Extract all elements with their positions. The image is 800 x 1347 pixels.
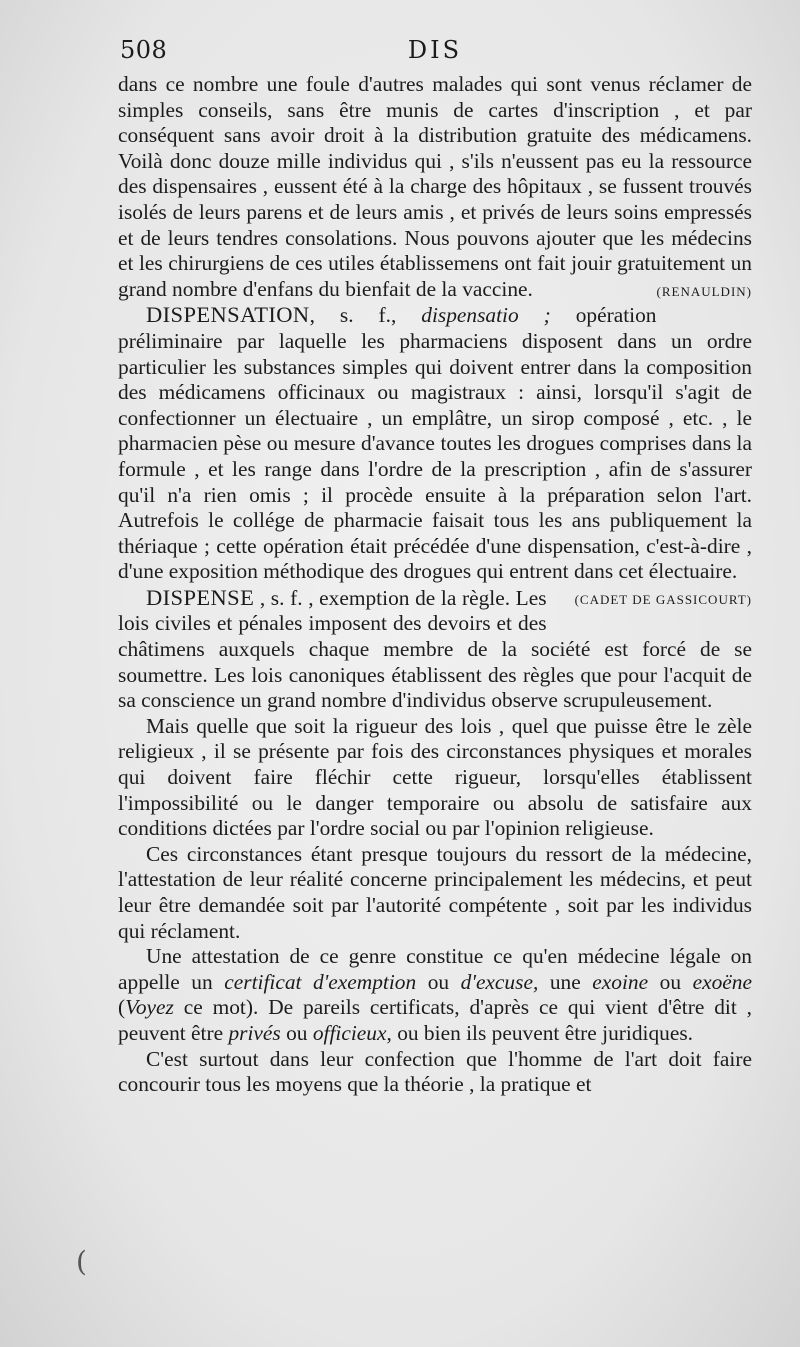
text-run: ( <box>118 995 126 1020</box>
running-head: DIS <box>407 36 463 64</box>
text-run: ou <box>280 1020 313 1045</box>
paragraph-continuation <box>118 72 752 302</box>
text-run: ou <box>648 969 693 994</box>
entry-text: , s. f. , exemption de la règle. Les lois civiles et pénales imposent des devoirs et des châtimens auxquels chaque membre de la société est forcé de se soumettre. Les lois canoniques établissent des règles que pour l'acquit de sa conscience un grand nombre d'individus observe scrupuleusement. <box>118 585 752 713</box>
italic-term: certificat d'exemption <box>224 969 417 994</box>
text-run: Une attestation de ce genre constitue ce qu'en médecine légale on appelle un <box>118 944 752 994</box>
paragraph-ces: Ces circonstances étant presque toujours du ressort de la médecine, l'attestation de leur réalité concerne principalement les médecins, et peut leur être demandée soit par l'autorité compétente , soit par les individus qui réclament. <box>118 841 752 943</box>
page-header <box>120 36 750 70</box>
margin-mark: ( <box>76 1245 87 1278</box>
paragraph-text: dans ce nombre une foule d'autres malades qui sont venus réclamer de simples conseils, sans être munis de cartes d'inscription , et par conséquent sans avoir droit à la distribution gratuite des médicamens. Voilà donc douze mille individus qui , s'ils n'eussent pas eu la ressource des dispensaires , eussent été à la charge des hôpitaux , se fussent trouvés isolés de leurs parens et de leurs amis , et privés de leurs soins empressés et de leurs tendres consolations. Nous pouvons ajouter que les médecins et les chirurgiens de ces utiles établissemens ont fait jouir gratuitement un grand nombre d'enfans du bienfait de la vaccine. <box>118 72 752 301</box>
body-text <box>118 72 752 1098</box>
italic-term: privés <box>228 1020 281 1045</box>
entry-text: opération préliminaire par laquelle les pharmaciens disposent dans un ordre particulier les substances simples qui doivent entrer dans la composition des médicamens officinaux ou magistraux : ainsi, lorsqu'il s'agit de confectionner un électuaire , un emplâtre, un sirop composé , etc. , le pharmacien pèse ou mesure d'avance toutes les drogues comprises dans la formule , et les range dans l'ordre de la prescription , afin de s'assurer qu'il n'a rien omis ; il procède ensuite à la préparation selon l'art. Autrefois le collége de pharmacie faisait tous les ans publiquement la thériaque ; cette opération était précédée d'une dispensation, c'est-à-dire , d'une exposition méthodique des drogues qui entrent dans cet électuaire. <box>118 303 752 584</box>
text-run: ou <box>416 969 461 994</box>
italic-term: exoëne <box>692 969 752 994</box>
italic-term: d'excuse, <box>460 969 539 994</box>
headword-dispense: DISPENSE <box>146 584 255 610</box>
grammar-note: , s. f., <box>309 303 422 328</box>
page-number: 508 <box>120 36 168 64</box>
text-run: une <box>538 969 593 994</box>
italic-term: Voyez <box>125 995 174 1020</box>
author-signature: (RENAULDIN) <box>656 283 752 299</box>
paragraph-cest: C'est surtout dans leur confection que l'homme de l'art doit faire concourir tous les moyens que la théorie , la pratique et <box>118 1046 752 1097</box>
text-run: ce mot). De pareils certificats, d'après ce qui vient d'être dit , peuvent être <box>118 995 752 1045</box>
paragraph-mais: Mais quelle que soit la rigueur des lois , quel que puisse être le zèle religieux , il se présente par fois des circonstances physiques et morales qui doivent faire fléchir cette rigueur, lorsqu'elles établissent l'impossibilité ou le danger temporaire ou absolu de satisfaire aux conditions dictées par l'ordre social ou par l'opinion religieuse. <box>118 713 752 841</box>
italic-term: exoine <box>592 969 649 994</box>
text-run: , ou bien ils peuvent être juridiques. <box>386 1020 694 1045</box>
latin-term: dispensatio ; <box>421 303 551 328</box>
paragraph-une <box>118 944 752 1046</box>
headword-dispensation: DISPENSATION <box>146 302 310 328</box>
italic-term: officieux <box>312 1020 387 1045</box>
author-signature: (CADET DE GASSICOURT) <box>574 591 752 607</box>
